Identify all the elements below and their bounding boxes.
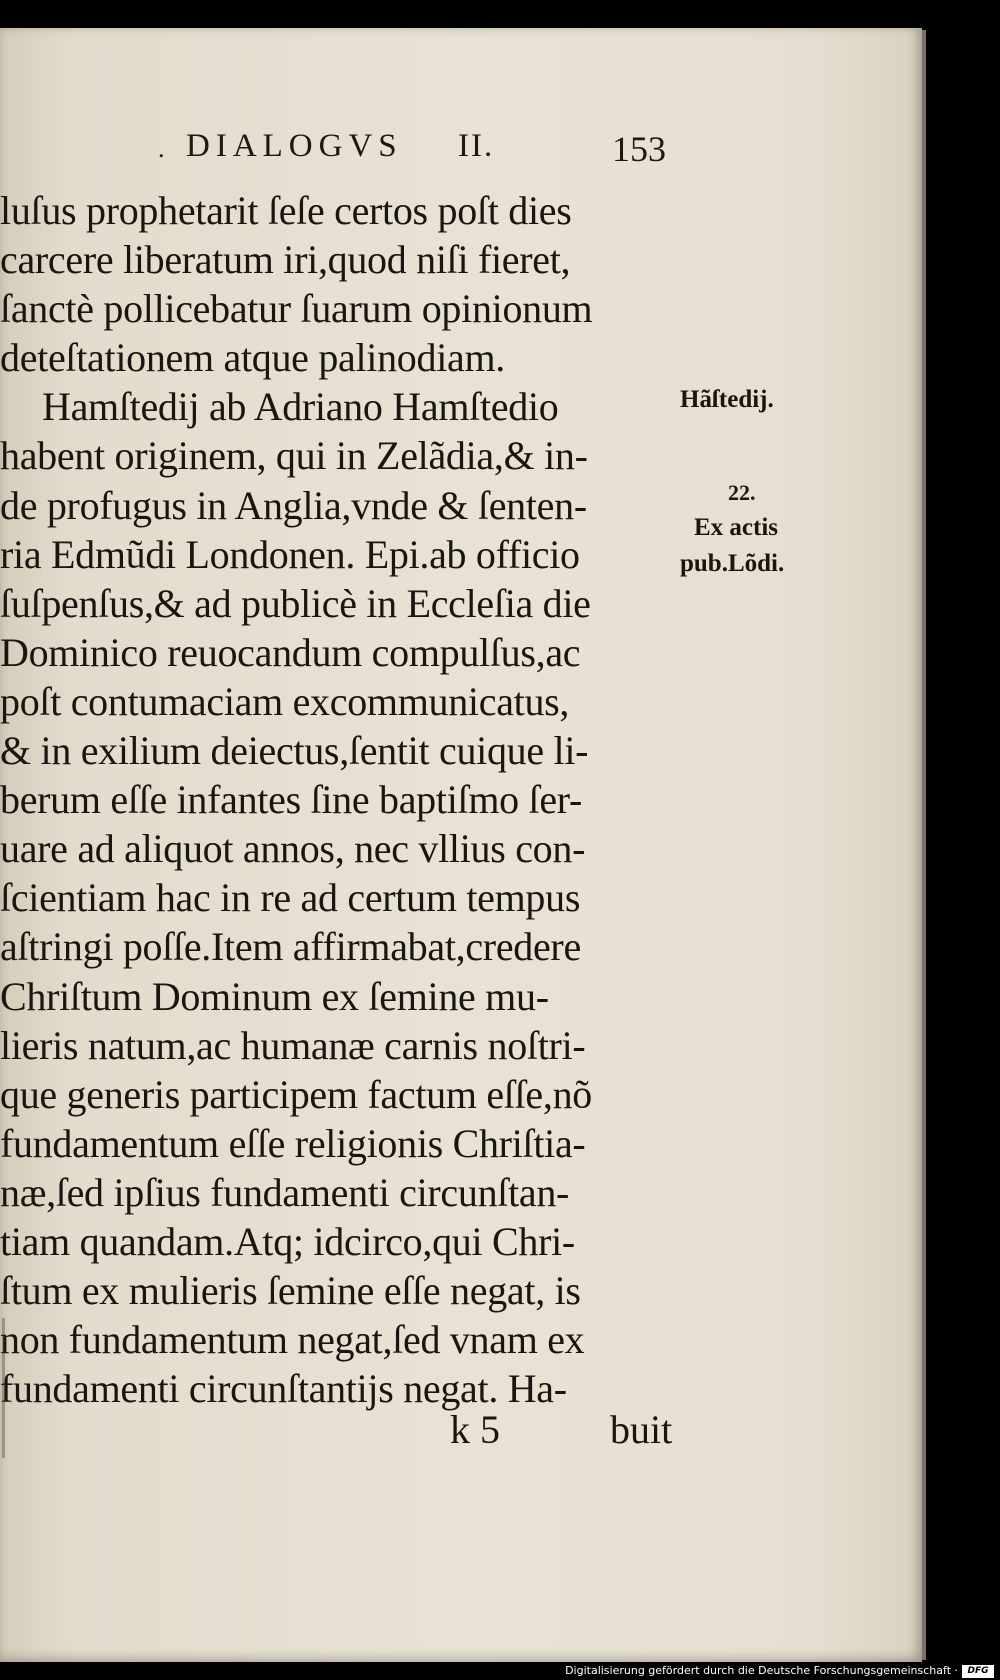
digitization-footer	[0, 1663, 1000, 1680]
gutter-shadow	[2, 1318, 5, 1458]
part-number: II.	[458, 128, 495, 164]
marginal-note-name: Hãſtedij.	[680, 386, 774, 413]
text-line: næ,ſed ipſius fundamenti circunſtan-	[0, 1169, 570, 1215]
text-line: poſt contumaciam excommunicatus,	[0, 678, 570, 724]
page-edge	[922, 30, 926, 1660]
text-line: Dominico reuocandum compulſus,ac	[0, 629, 581, 675]
text-line: non fundamentum negat,ſed vnam ex	[0, 1317, 585, 1363]
catchword: buit	[610, 1407, 673, 1452]
funding-credit: Digitalisierung gefördert durch die Deutsche Forschungsgemeinschaft ·	[565, 1664, 958, 1677]
marginal-note-source-line: pub.Lõdi.	[680, 550, 785, 577]
page-header	[0, 120, 680, 170]
text-line: ſanctè pollicebatur ſuarum opinionum	[0, 286, 593, 332]
book-page	[0, 28, 922, 1662]
main-text-block	[0, 186, 680, 1413]
text-line: aſtringi poſſe.Item affirmabat,credere	[0, 924, 581, 970]
text-line: & in exilium deiectus,ſentit cuique li-	[0, 728, 589, 774]
text-line: fundamenti circunſtantijs negat. Ha-	[0, 1366, 567, 1412]
text-line: que generis participem factum eſſe,nõ	[0, 1071, 592, 1117]
text-line: Chriſtum Dominum ex ſemine mu-	[0, 973, 549, 1019]
text-line: deteſtationem atque palinodiam.	[0, 335, 505, 381]
page-number: 153	[612, 129, 666, 169]
signature-mark: k 5	[450, 1407, 500, 1452]
header-ornament: .	[158, 134, 165, 163]
text-line: ſuſpenſus,& ad publicè in Eccleſia die	[0, 580, 591, 626]
text-line: carcere liberatum iri,quod niſi fieret,	[0, 237, 571, 283]
text-line: ria Edmũdi Londonen. Epi.ab officio	[0, 531, 580, 577]
text-line: tiam quandam.Atq; idcirco,qui Chri-	[0, 1218, 575, 1264]
text-line: de profugus in Anglia,vnde & ſenten-	[0, 482, 587, 528]
text-line: luſus prophetarit ſeſe certos poſt dies	[0, 188, 572, 233]
marginal-note-source-line: Ex actis	[694, 514, 779, 541]
text-line: uare ad aliquot annos, nec vllius con-	[0, 826, 586, 872]
text-line: fundamentum eſſe religionis Chriſtia-	[0, 1120, 586, 1166]
text-line: ſcientiam hac in re ad certum tempus	[0, 875, 581, 921]
text-line: habent originem, qui in Zelãdia,& in-	[0, 433, 588, 479]
marginal-note-number: 22.	[728, 480, 756, 505]
text-line: berum eſſe infantes ſine baptiſmo ſer-	[0, 777, 583, 823]
running-title: DIALOGVS	[186, 128, 403, 164]
text-line: ſtum ex mulieris ſemine eſſe negat, is	[0, 1268, 581, 1314]
paragraph-start-line: Hamſtedij ab Adriano Hamſtedio	[42, 384, 559, 430]
text-line: lieris natum,ac humanæ carnis noſtri-	[0, 1022, 586, 1068]
dfg-logo: DFG	[962, 1665, 994, 1678]
catchline	[0, 1406, 690, 1456]
